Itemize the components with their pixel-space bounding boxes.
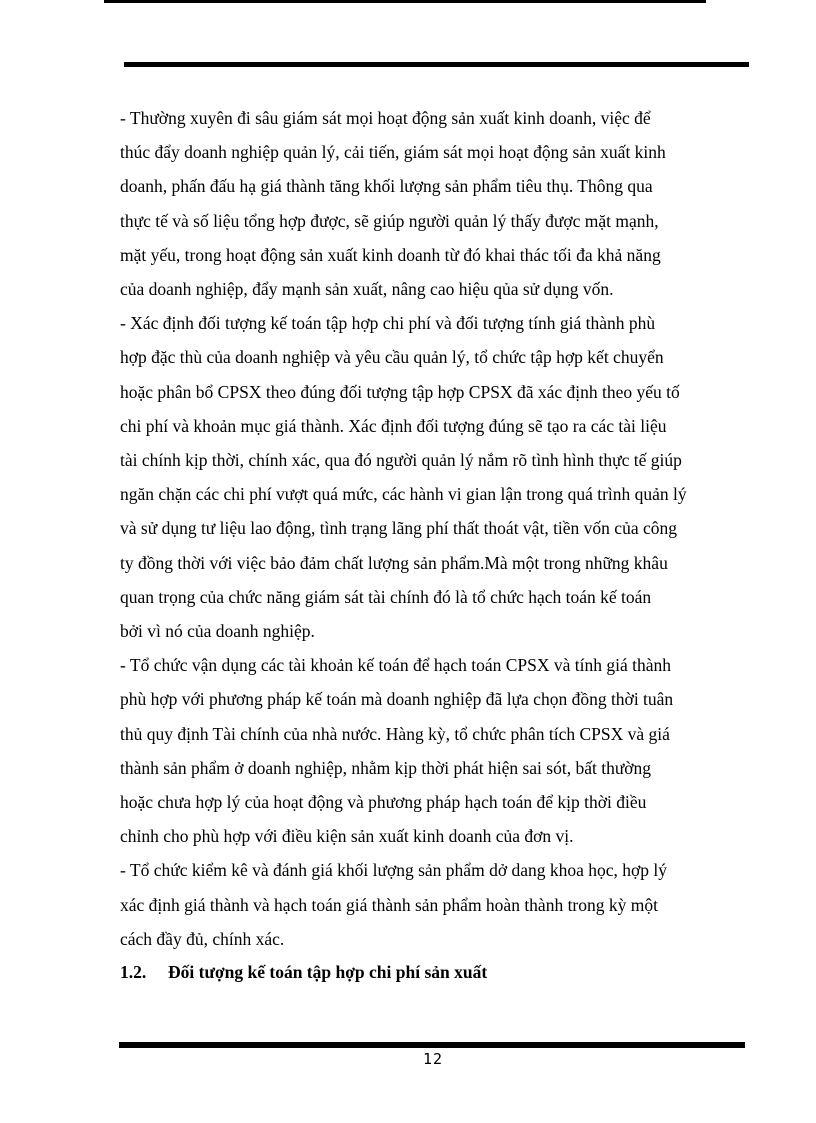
- text-line: của doanh nghiệp, đẩy mạnh sản xuất, nâng cao hiệu qủa sử dụng vốn.: [120, 279, 614, 300]
- text-line: thành sản phẩm ở doanh nghiệp, nhằm kịp thời phát hiện sai sót, bất thường: [120, 757, 652, 778]
- text-line: - Xác định đối tượng kế toán tập hợp chi phí và đối tượng tính giá thành phù: [120, 313, 656, 334]
- section-title: Đối tượng kế toán tập hợp chi phí sản xuất: [168, 962, 488, 982]
- text-line: phù hợp với phương pháp kế toán mà doanh nghiệp đã lựa chọn đồng thời tuân: [120, 689, 674, 710]
- text-line: ty đồng thời với việc bảo đảm chất lượng sản phẩm.Mà một trong những khâu: [120, 552, 668, 573]
- section-heading: [120, 955, 487, 989]
- header-rule-thin: [104, 0, 706, 3]
- text-line: thủ quy định Tài chính của nhà nước. Hàng kỳ, tổ chức phân tích CPSX và giá: [120, 723, 670, 744]
- page-number: 12: [422, 1050, 444, 1068]
- text-line: bởi vì nó của doanh nghiệp.: [120, 621, 315, 642]
- text-line: hoặc phân bổ CPSX theo đúng đối tượng tập hợp CPSX đã xác định theo yếu tố: [120, 381, 680, 402]
- text-line: cách đầy đủ, chính xác.: [120, 928, 285, 949]
- header-rule-thick: [124, 62, 749, 67]
- text-line: hoặc chưa hợp lý của hoạt động và phương pháp hạch toán để kịp thời điều: [120, 792, 647, 813]
- text-line: thúc đẩy doanh nghiệp quản lý, cải tiến, giám sát mọi hoạt động sản xuất kinh: [120, 142, 666, 163]
- text-line: doanh, phấn đấu hạ giá thành tăng khối lượng sản phẩm tiêu thụ. Thông qua: [120, 176, 653, 197]
- text-line: tài chính kịp thời, chính xác, qua đó người quản lý nắm rõ tình hình thực tế giúp: [120, 450, 682, 471]
- text-line: mặt yếu, trong hoạt động sản xuất kinh doanh từ đó khai thác tối đa khả năng: [120, 244, 661, 265]
- text-line: thực tế và số liệu tổng hợp được, sẽ giúp người quản lý thấy được mặt mạnh,: [120, 210, 659, 231]
- text-line: hợp đặc thù của doanh nghiệp và yêu cầu quản lý, tổ chức tập hợp kết chuyển: [120, 347, 664, 368]
- text-line: và sử dụng tư liệu lao động, tình trạng lãng phí thất thoát vật, tiền vốn của công: [120, 518, 677, 539]
- text-line: chi phí và khoản mục giá thành. Xác định đối tượng đúng sẽ tạo ra các tài liệu: [120, 415, 667, 436]
- text-line: - Thường xuyên đi sâu giám sát mọi hoạt động sản xuất kinh doanh, việc để: [120, 108, 651, 128]
- text-line: chỉnh cho phù hợp với điều kiện sản xuất kinh doanh của đơn vị.: [120, 826, 574, 847]
- text-line: ngăn chặn các chi phí vượt quá mức, các hành vi gian lận trong quá trình quản lý: [120, 484, 687, 505]
- text-line: xác định giá thành và hạch toán giá thành sản phẩm hoàn thành trong kỳ một: [120, 894, 658, 915]
- text-line: quan trọng của chức năng giám sát tài chính đó là tổ chức hạch toán kế toán: [120, 586, 652, 607]
- footer-rule: [119, 1042, 745, 1048]
- text-line: - Tổ chức vận dụng các tài khoản kế toán để hạch toán CPSX và tính giá thành: [120, 655, 672, 676]
- body-text: [120, 101, 748, 956]
- text-line: - Tổ chức kiểm kê và đánh giá khối lượng sản phẩm dở dang khoa học, hợp lý: [120, 860, 667, 881]
- section-number: 1.2.: [120, 962, 147, 982]
